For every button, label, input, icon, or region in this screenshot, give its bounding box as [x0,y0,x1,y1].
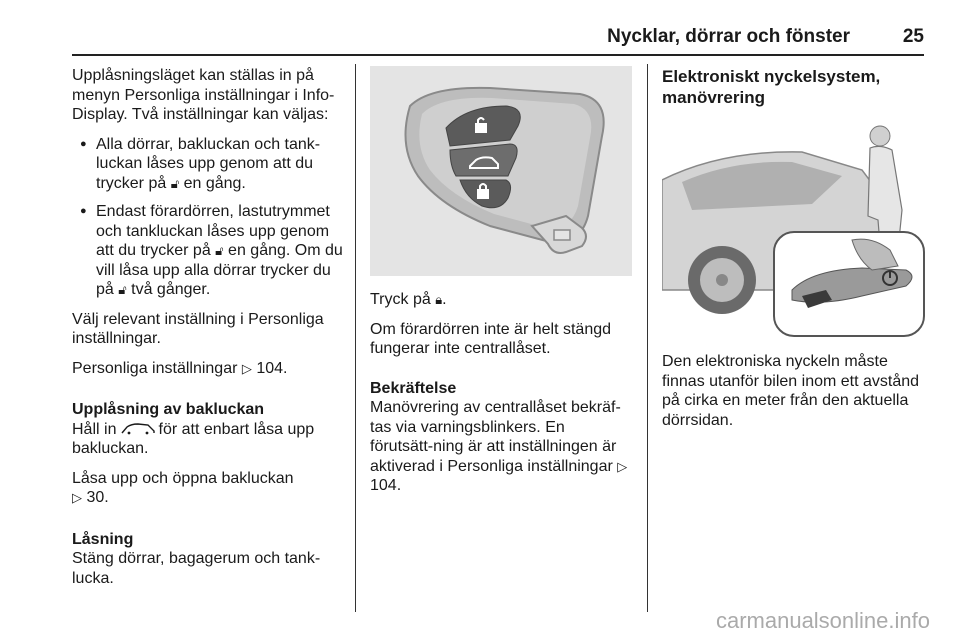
column-3 [662,66,926,440]
header-rule [72,54,924,56]
page-number: 25 [902,26,924,47]
car-door-handle-illustration [662,120,926,338]
lock-open-paragraph: Låsa upp och öppna bakluckan ▷ 30. [72,469,294,506]
select-paragraph: Välj relevant inställning i Personliga inställningar. [72,310,324,347]
note-paragraph: Om förardörren inte är helt stängd fungerar inte centrallåset. [370,320,612,357]
intro-paragraph: Upplåsningsläget kan ställas in på menyn Personliga inställningar i Info-Display. Två inställningar kan väljas: [72,67,335,123]
lock-paragraph: Stäng dörrar, bagagerum och tank-lucka. [72,550,321,587]
section-heading-confirm: Bekräftelse [370,379,457,397]
key-fob-illustration [370,66,632,276]
list-item: ● Endast förardörren, lastutrymmet och tankluckan låses upp genom att du trycker på 🔓︎ en gång. Om du vill låsa upp alla dörrar trycker du på 🔓︎ två gånger. [72,202,348,300]
boot-paragraph: Håll in för att enbart låsa upp bakluckan. [72,420,315,457]
unlock-options-list [72,135,348,300]
press-paragraph: Tryck på 🔒︎. [370,291,447,308]
confirm-paragraph: Manövrering av centrallåset bekräf-tas via varningsblinkers. En förutsätt-ning är att inställningen är aktiverad i Personliga inställningar ▷ 104. [370,399,628,494]
unlock-icon: 🔓︎ [170,175,180,191]
page-ref-arrow-icon: ▷ [617,458,628,474]
unlock-icon: 🔓︎ [215,243,224,258]
lock-icon: 🔒︎ [435,292,443,307]
list-item: ● Alla dörrar, bakluckan och tank-luckan låses upp genom att du trycker på 🔓︎ en gång. [72,135,348,194]
keyless-paragraph: Den elektroniska nyckeln måste finnas utanför bilen inom ett avstånd på cirka en meter från den aktuella dörrsidan. [662,353,920,429]
section-heading-lock: Låsning [72,530,134,548]
page-header [0,0,960,58]
car-boot-icon [121,422,159,437]
watermark: carmanualsonline.info [715,608,930,633]
page-ref-arrow-icon: ▷ [241,360,252,376]
column-divider-1 [355,64,356,612]
column-2 [370,66,632,506]
ref-paragraph: Personliga inställningar ▷ 104. [72,359,288,377]
column-1 [72,66,348,598]
unlock-icon: 🔓︎ [118,282,127,297]
column-divider-2 [647,64,648,612]
page-ref-arrow-icon: ▷ [72,490,82,505]
chapter-title: Nycklar, dörrar och fönster [607,26,850,47]
section-heading-keyless: Elektroniskt nyckelsystem, manövrering [662,67,881,107]
section-heading-boot: Upplåsning av bakluckan [72,401,265,418]
